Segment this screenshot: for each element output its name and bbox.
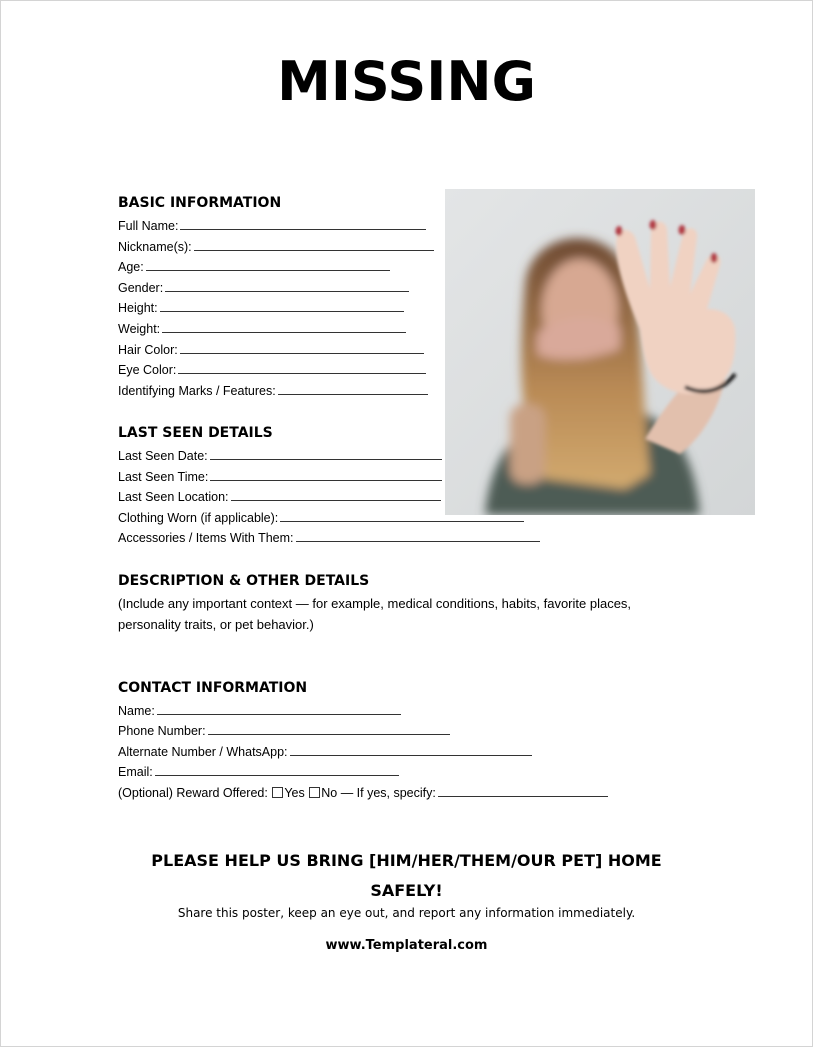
fill-line[interactable] xyxy=(278,383,428,395)
contact-heading: CONTACT INFORMATION xyxy=(118,680,308,696)
fill-line[interactable] xyxy=(194,239,434,251)
field-reward[interactable]: (Optional) Reward Offered: Yes No — If yes, specify: xyxy=(118,785,608,801)
field-email[interactable]: Email: xyxy=(118,764,399,780)
description-note: (Include any important context — for example, medical conditions, habits, favorite places, personality traits, or pet behavior.) xyxy=(118,596,632,632)
field-last-seen-time[interactable]: Last Seen Time: xyxy=(118,469,442,485)
field-clothing-worn[interactable]: Clothing Worn (if applicable): xyxy=(118,510,524,526)
fill-line[interactable] xyxy=(210,469,442,481)
field-age[interactable]: Age: xyxy=(118,259,390,275)
field-gender[interactable]: Gender: xyxy=(118,280,409,296)
website-link[interactable]: www.Templateral.com xyxy=(325,938,488,953)
field-weight[interactable]: Weight: xyxy=(118,321,406,337)
fill-line[interactable] xyxy=(231,489,441,501)
checkbox-icon[interactable] xyxy=(272,787,283,798)
fill-line[interactable] xyxy=(210,448,442,460)
checkbox-icon[interactable] xyxy=(309,787,320,798)
fill-line[interactable] xyxy=(146,259,390,271)
field-last-seen-date[interactable]: Last Seen Date: xyxy=(118,448,442,464)
last-seen-heading: LAST SEEN DETAILS xyxy=(118,425,273,441)
fill-line[interactable] xyxy=(180,342,424,354)
fill-line[interactable] xyxy=(157,703,401,715)
field-contact-name[interactable]: Name: xyxy=(118,703,401,719)
basic-info-heading: BASIC INFORMATION xyxy=(118,195,282,211)
field-phone-number[interactable]: Phone Number: xyxy=(118,723,450,739)
field-height[interactable]: Height: xyxy=(118,300,404,316)
fill-line[interactable] xyxy=(208,723,450,735)
fill-line[interactable] xyxy=(162,321,406,333)
field-identifying-marks[interactable]: Identifying Marks / Features: xyxy=(118,383,428,399)
fill-line[interactable] xyxy=(438,785,608,797)
field-nickname[interactable]: Nickname(s): xyxy=(118,239,434,255)
field-hair-color[interactable]: Hair Color: xyxy=(118,342,424,358)
reward-no-label: No xyxy=(321,786,338,800)
field-accessories[interactable]: Accessories / Items With Them: xyxy=(118,530,540,546)
person-photo-icon xyxy=(445,189,755,515)
field-full-name[interactable]: Full Name: xyxy=(118,218,426,234)
fill-line[interactable] xyxy=(165,280,409,292)
reward-specify-label: — If yes, specify: xyxy=(340,786,436,800)
reward-yes-label: Yes xyxy=(284,786,305,800)
fill-line[interactable] xyxy=(160,300,404,312)
fill-line[interactable] xyxy=(180,218,426,230)
call-to-action-subtitle: Share this poster, keep an eye out, and report any information immediately. xyxy=(177,906,636,920)
fill-line[interactable] xyxy=(296,530,540,542)
fill-line[interactable] xyxy=(290,744,532,756)
description-heading: DESCRIPTION & OTHER DETAILS xyxy=(118,573,370,589)
fill-line[interactable] xyxy=(155,764,399,776)
field-alternate-number[interactable]: Alternate Number / WhatsApp: xyxy=(118,744,532,760)
fill-line[interactable] xyxy=(178,362,426,374)
poster-title: MISSING xyxy=(277,50,536,113)
field-last-seen-location[interactable]: Last Seen Location: xyxy=(118,489,441,505)
field-eye-color[interactable]: Eye Color: xyxy=(118,362,426,378)
call-to-action-title: PLEASE HELP US BRING [HIM/HER/THEM/OUR PET] HOME SAFELY! xyxy=(151,851,662,900)
person-photo-illustration xyxy=(445,189,755,515)
